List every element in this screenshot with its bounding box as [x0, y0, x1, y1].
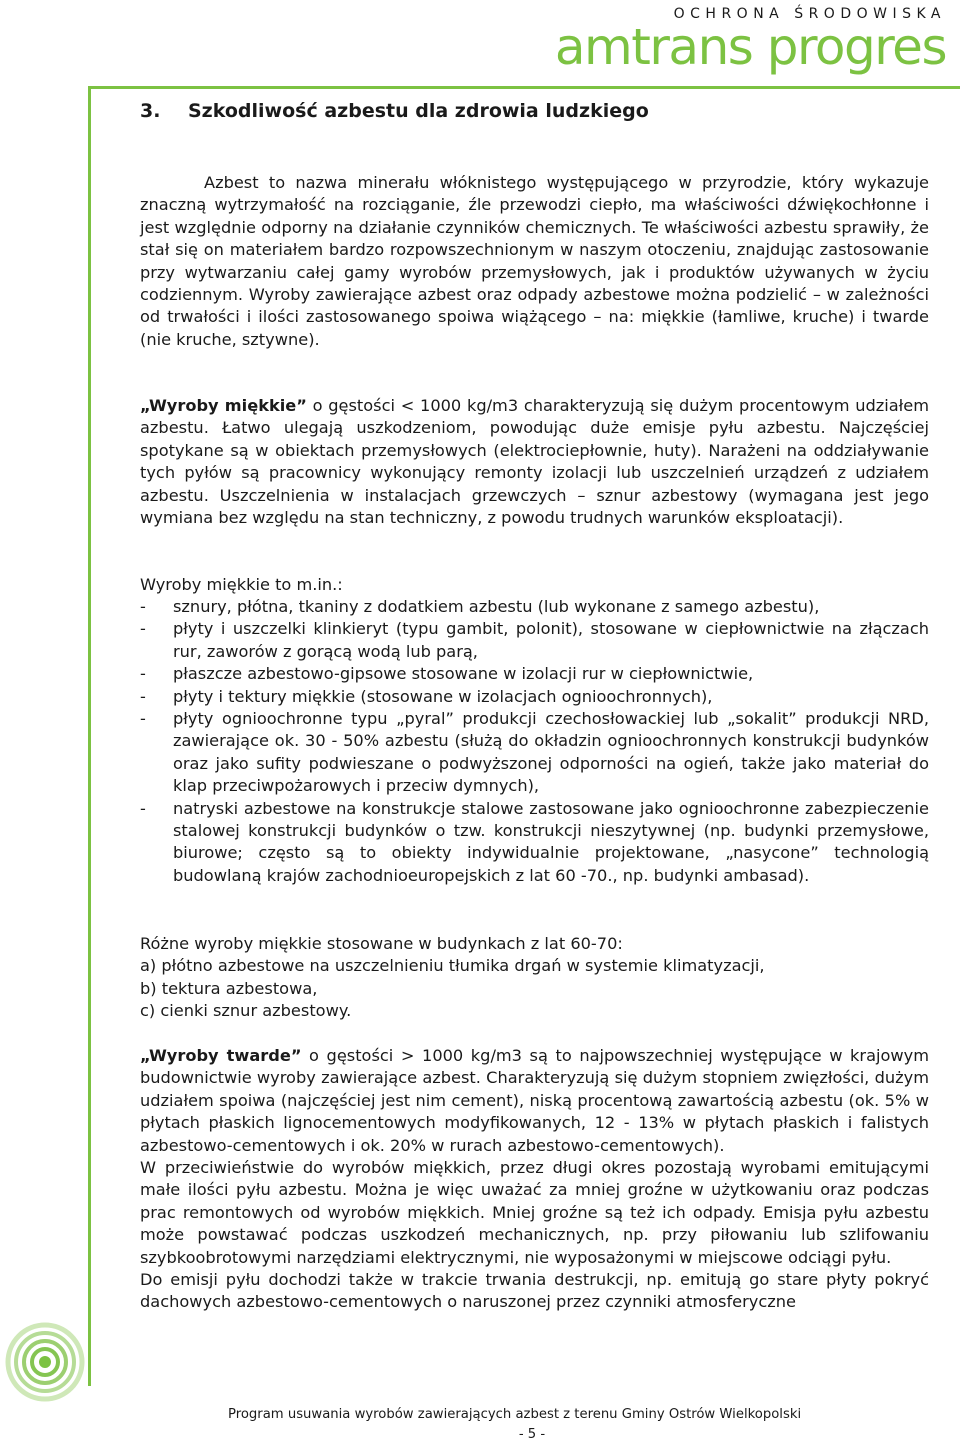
list-item — [140, 663, 929, 685]
various-products-block — [140, 933, 929, 1023]
various-products-intro: Różne wyroby miękkie stosowane w budynkach z lat 60-70: — [140, 934, 623, 953]
list-item — [140, 596, 929, 618]
list-dash: - — [140, 798, 146, 818]
page-border-left — [88, 86, 91, 1386]
logo-wordmark: amtrans progres — [554, 18, 946, 76]
list-item-text: płyty ognioochronne typu „pyral” produkcji czechosłowackiej lub „sokalit” produkcji NRD, zawierające ok. 30 - 50% azbestu (służą do okładzin ognioochronnych konstrukcji budynków oraz jako sufity podwieszane o podwyższonej odporności na ogień, także jako materiał do klap przeciwpożarowych i przeciw dymnych), — [173, 709, 929, 796]
list-item-text: płyty i uszczelki klinkieryt (typu gambit, polonit), stosowane w ciepłownictwie na złączach rur, zaworów z gorącą wodą lub parą, — [173, 619, 929, 661]
page-number: - 5 - — [518, 1427, 546, 1442]
list-item — [140, 686, 929, 708]
list-dash: - — [140, 664, 146, 684]
list-item-text: natryski azbestowe na konstrukcje stalowe zastosowane jako ognioochronne zabezpieczenie stalowej konstrukcji budynków o tzw. konstrukcji nieszytywnej (np. budynki przemysłowe, biurowe; często są to obiekty indywidualnie projektowane, „nasycone” technologią budowlaną krajów zachodnioeuropejskich z lat 60 -70., np. budynki ambasad). — [173, 798, 929, 885]
hard-products-text: o gęstości > 1000 kg/m3 są to najpowszechniej występujące w krajowym budownictwie wyroby zawierające azbest. Charakteryzują się dużym stopniem zwięzłości, dużym udziałem spoiwa (najczęściej jest nim cement), niską procentową zawartością azbestu (ok. 5% w płytach płaskich lignocementowych modyfikowanych, 12 - 13% w płytach płaskich i falistych azbestowo-cementowych i ok. 20% w rurach azbestowo-cementowych). — [140, 1046, 929, 1155]
section-number: 3. — [140, 100, 161, 122]
list-dash: - — [140, 597, 146, 616]
hard-products-paragraph — [140, 1045, 929, 1157]
list-item-text: płyty i tektury miękkie (stosowane w izolacjach ognioochronnych), — [173, 686, 713, 706]
list-dash: - — [140, 686, 146, 706]
section-heading — [140, 100, 649, 122]
logo-tagline: OCHRONA ŚRODOWISKA — [673, 6, 946, 22]
various-item-c: c) cienki sznur azbestowy. — [140, 1001, 352, 1021]
various-item-b: b) tektura azbestowa, — [140, 978, 318, 998]
soft-products-list — [140, 596, 929, 887]
soft-products-term: „Wyroby miękkie” — [140, 396, 307, 415]
various-item-a: a) płótno azbestowe na uszczelnieniu tłumika drgań w systemie klimatyzacji, — [140, 956, 765, 976]
list-dash: - — [140, 619, 146, 639]
list-item-text: płaszcze azbestowo-gipsowe stosowane w izolacji rur w ciepłownictwie, — [173, 664, 754, 684]
hard-products-block — [140, 1045, 929, 1314]
list-dash: - — [140, 709, 146, 729]
soft-list-intro: Wyroby miękkie to m.in.: — [140, 575, 343, 594]
intro-paragraph: Azbest to nazwa minerału włóknistego występującego w przyrodzie, który wykazuje znaczną wytrzymałość na rozciąganie, źle przewodzi ciepło, ma właściwości dźwiękochłonne i jest względnie odporny na działanie czynników chemicznych. Te właściwości azbestu sprawiły, że stał się on materiałem bardzo rozpowszechnionym w naszym otoczeniu, znajdując zastosowanie przy wytwarzaniu całej gamy wyrobów przemysłowych, jak i produktów używanych w życiu codziennym. Wyroby zawierające azbest oraz odpady azbestowe można podzielić – w zależności od trwałości i ilości zastosowanego spoiwa wiążącego – na: miękkie (łamliwe, kruche) i twarde (nie kruche, sztywne). — [140, 173, 929, 349]
list-item-text: sznury, płótna, tkaniny z dodatkiem azbestu (lub wykonane z samego azbestu), — [173, 597, 820, 616]
soft-products-paragraph — [140, 395, 929, 529]
hard-products-term: „Wyroby twarde” — [140, 1046, 302, 1065]
list-item — [140, 798, 929, 888]
hard-products-paragraph-3: Do emisji pyłu dochodzi także w trakcie trwania destrukcji, np. emitują go stare płyty pokryć dachowych azbestowo-cementowych o naruszonej przez czynniki atmosferyczne — [140, 1270, 929, 1312]
page-border-top — [88, 86, 960, 89]
soft-products-text: o gęstości < 1000 kg/m3 charakteryzują się dużym procentowym udziałem azbestu. Łatwo ulegają uszkodzeniom, powodując duże emisje pyłu azbestu. Najczęściej spotykane są w obiektach przemysłowych (elektrociepłownie, huty). Narażeni na oddziaływanie tych pyłów są pracownicy wykonujący remonty izolacji lub uszczelnień urządzeń z udziałem azbestu. Uszczelnienia w instalacjach grzewczych – sznur azbestowy (wymagana jest jego wymiana bez względu na stan techniczny, z powodu trudnych warunków eksploatacji). — [140, 396, 929, 528]
section-title: Szkodliwość azbestu dla zdrowia ludzkiego — [188, 100, 649, 122]
company-logo — [554, 2, 952, 82]
hard-products-paragraph-2: W przeciwieństwie do wyrobów miękkich, przez długi okres pozostają wyrobami emitującymi małe ilości pyłu azbestu. Można je więc uważać za mniej groźne w użytkowaniu oraz podczas prac remontowych od wyrobów miękkich. Mniej groźne są też ich odpady. Emisja pyłu azbestu może powstawać podczas uszkodzeń mechanicznych, np. przy piłowaniu lub szlifowaniu szybkoobrotowymi narzędziami elektrycznymi, nie wyposażonymi w miejscowe odciągi pyłu. — [140, 1158, 929, 1267]
list-item — [140, 708, 929, 798]
list-item — [140, 618, 929, 663]
swirl-logo-icon — [5, 1322, 85, 1402]
footer-program-title: Program usuwania wyrobów zawierających azbest z terenu Gminy Ostrów Wielkopolski — [228, 1407, 802, 1422]
